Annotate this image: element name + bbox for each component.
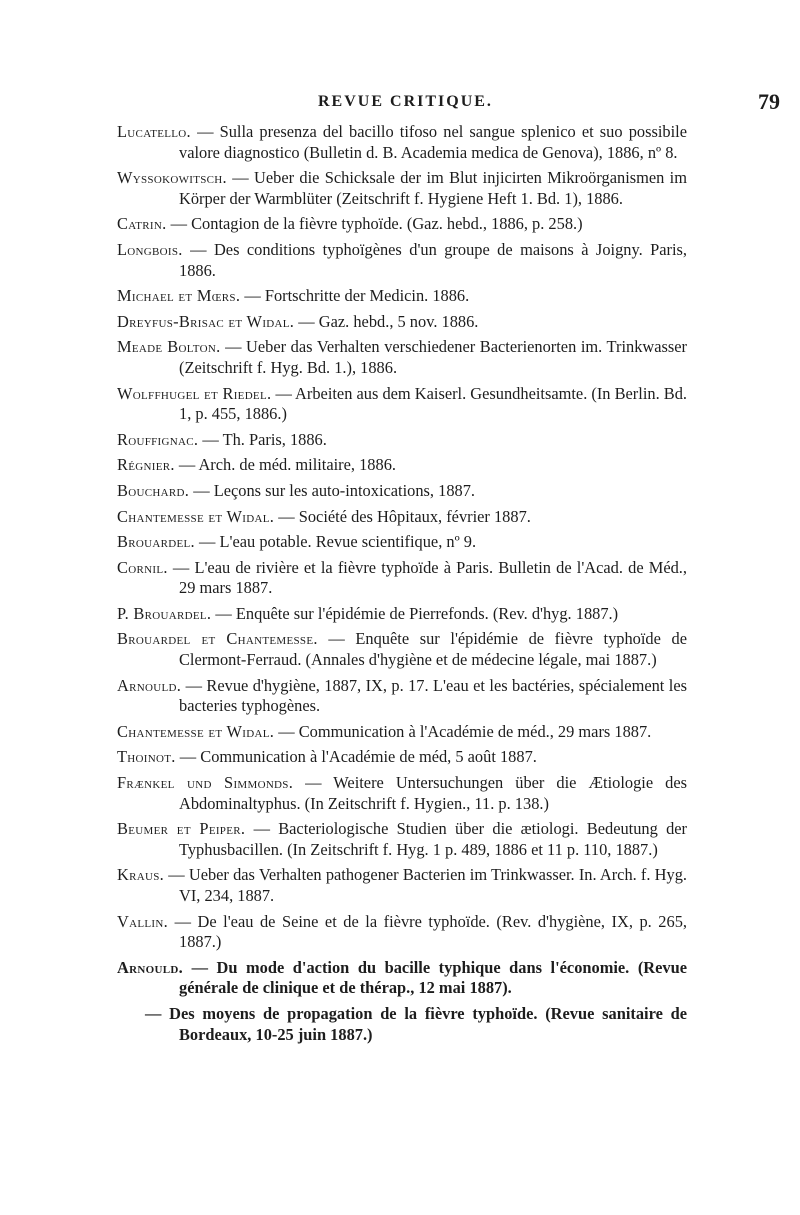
bibliography-entry [117, 481, 687, 502]
bibliography-entry [117, 122, 687, 163]
entry-text: — Fortschritte der Medicin. 1886. [240, 286, 470, 306]
bibliography-entry [117, 286, 687, 307]
entry-author: Arnould. [117, 675, 182, 695]
entry-text: — Du mode d'action du bacille typhique dans l'économie. (Revue générale de clinique et de thérap., 12 mai 1887). [179, 957, 687, 998]
entry-text: — Leçons sur les auto-intoxications, 1887. [189, 480, 476, 500]
entry-text: — Des moyens de propagation de la fièvre typhoïde. (Revue sanitaire de Bordeaux, 10-25 juin 1887.) [145, 1003, 687, 1044]
entry-text: — Des conditions typhoïgènes d'un groupe de maisons à Joigny. Paris, 1886. [179, 239, 687, 280]
bibliography-entry [117, 430, 687, 451]
entry-text: — Société des Hôpitaux, février 1887. [274, 506, 531, 526]
bibliography-entry [117, 773, 687, 814]
entry-text: — Arch. de méd. militaire, 1886. [174, 455, 396, 475]
entry-text: — L'eau de rivière et la fièvre typhoïde à Paris. Bulletin de l'Acad. de Méd., 29 mars 1887. [167, 557, 687, 598]
entry-text: — Gaz. hebd., 5 nov. 1886. [294, 311, 479, 331]
entry-text: — Communication à l'Académie de méd, 5 août 1887. [175, 747, 537, 767]
entry-text: — Th. Paris, 1886. [198, 429, 327, 449]
entry-text: — Ueber die Schicksale der im Blut injicirten Mikroörganismen im Körper der Warmblüter (Zeitschrift f. Hygiene Heft 1. Bd. 1), 1886. [179, 168, 687, 208]
entry-author: Brouardel et Chantemesse. [117, 629, 318, 649]
entry-author: Chantemesse et Widal. [117, 721, 275, 741]
bibliography-entry [117, 558, 687, 599]
entry-text: — Sulla presenza del bacillo tifoso nel sangue splenico et suo possibile valore diagnostico (Bulletin d. B. Academia medica de Genova), 1886, nº 8. [179, 122, 687, 162]
entry-author: Chantemesse et Widal. [117, 506, 275, 526]
entry-author: Kraus. [117, 865, 165, 885]
entry-text: — Ueber das Verhalten pathogener Bacterien im Trinkwasser. In. Arch. f. Hyg. VI, 234, 1887. [164, 865, 687, 905]
entry-text: — Bacteriologische Studien über die ætiologi. Bedeutung der Typhusbacillen. (In Zeitschrift f. Hyg. 1 p. 489, 1886 et 11 p. 110, 1887.) [179, 819, 688, 859]
bibliography-entry [117, 337, 687, 378]
bibliography-entry [117, 629, 687, 670]
entry-text: — L'eau potable. Revue scientifique, nº 9. [194, 532, 477, 552]
entry-author: Brouardel. [117, 532, 195, 552]
page-number: 79 [758, 89, 780, 114]
entry-author: P. Brouardel. [117, 603, 212, 623]
bibliography-entry [117, 507, 687, 528]
bibliography-entry [117, 214, 687, 235]
entry-author: Beumer et Peiper. [117, 819, 246, 839]
bibliography-entry [117, 819, 687, 860]
entry-text: — Enquête sur l'épidémie de fièvre typhoïde de Clermont-Ferraud. (Annales d'hygiène et de médecine légale, mai 1887.) [179, 629, 687, 670]
entry-text: — Contagion de la fièvre typhoïde. (Gaz. hebd., 1886, p. 258.) [166, 214, 583, 234]
entry-author: Meade Bolton. [117, 337, 221, 357]
entry-author: Arnould. [117, 957, 184, 977]
bibliography-entry [117, 455, 687, 476]
entry-author: Lucatello. [117, 122, 191, 141]
entry-text: — Arbeiten aus dem Kaiserl. Gesundheitsamte. (In Berlin. Bd. 1, p. 455, 1886.) [179, 383, 687, 424]
bibliography-entry [117, 747, 687, 768]
bibliography-entry [117, 168, 687, 209]
entry-author: Wolffhugel et Riedel. [117, 383, 272, 403]
entry-text: — Communication à l'Académie de méd., 29 mars 1887. [274, 721, 652, 741]
entry-text: — Revue d'hygiène, 1887, IX, p. 17. L'eau et les bactéries, spécialement les bacteries typhogènes. [179, 675, 687, 716]
bibliography-entry [117, 722, 687, 743]
bibliography-entry [117, 1004, 687, 1045]
entry-author: Cornil. [117, 557, 168, 577]
bibliography-entry [117, 532, 687, 553]
bibliography-entry [117, 384, 687, 425]
entry-text: — Ueber das Verhalten verschiedener Bacterienorten im. Trinkwasser (Zeitschrift f. Hyg. Bd. 1.), 1886. [179, 337, 687, 377]
bibliography-entry [117, 676, 687, 717]
bibliography-list [117, 122, 687, 1050]
entry-author: Régnier. [117, 455, 175, 475]
entry-author: Dreyfus-Brisac et Widal. [117, 311, 295, 331]
entry-text: — De l'eau de Seine et de la fièvre typhoïde. (Rev. d'hygiène, IX, p. 265, 1887.) [168, 911, 687, 952]
bibliography-entry [117, 865, 687, 906]
entry-author: Catrin. [117, 214, 167, 234]
entry-author: Bouchard. [117, 480, 190, 500]
bibliography-entry [117, 312, 687, 333]
entry-author: Wyssokowitsch. [117, 168, 227, 188]
entry-text: — Weitere Untersuchungen über die Ætiologie des Abdominaltyphus. (In Zeitschrift f. Hygien., 11. p. 138.) [179, 773, 687, 813]
bibliography-entry [117, 912, 687, 953]
bibliography-entry [117, 958, 687, 999]
entry-author: Frænkel und Simmonds. [117, 773, 294, 793]
page-header [0, 89, 800, 123]
bibliography-entry [117, 240, 687, 281]
bibliography-entry [117, 604, 687, 625]
entry-author: Thoinot. [117, 747, 176, 767]
entry-author: Longbois. [117, 239, 183, 259]
entry-author: Rouffignac. [117, 429, 199, 449]
entry-text: — Enquête sur l'épidémie de Pierrefonds. (Rev. d'hyg. 1887.) [211, 603, 619, 623]
running-title: REVUE CRITIQUE. [318, 93, 493, 110]
entry-author: Vallin. [117, 911, 169, 931]
entry-author: Michael et Mœrs. [117, 286, 241, 306]
